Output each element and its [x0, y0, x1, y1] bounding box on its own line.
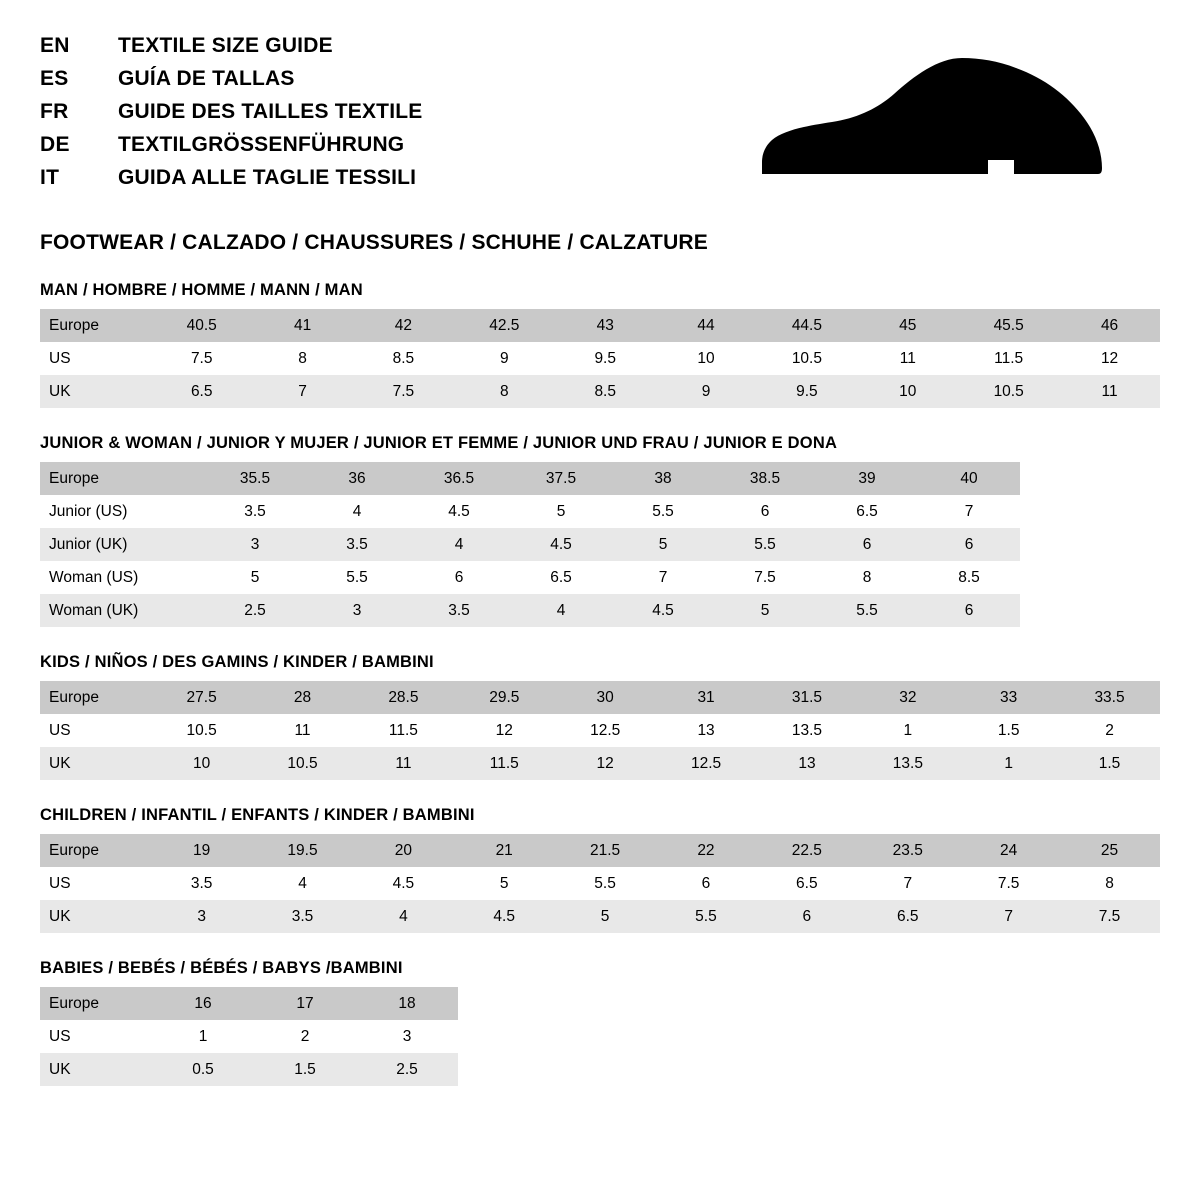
category-title: FOOTWEAR / CALZADO / CHAUSSURES / SCHUHE / CALZATURE [40, 231, 709, 254]
table-cell: 20 [353, 834, 454, 867]
row-label: Junior (UK) [40, 528, 204, 561]
size-table [40, 309, 1160, 408]
table-row [40, 375, 1160, 408]
row-label: Europe [40, 834, 151, 867]
row-label: Europe [40, 309, 151, 342]
table-cell: 6 [656, 867, 757, 900]
table-cell: 11.5 [353, 714, 454, 747]
table-cell: 2.5 [204, 594, 306, 627]
table-cell: 31.5 [757, 681, 858, 714]
row-label: UK [40, 375, 151, 408]
table-cell: 42 [353, 309, 454, 342]
table-cell: 5.5 [816, 594, 918, 627]
table-cell: 10.5 [151, 714, 252, 747]
table-cell: 5.5 [714, 528, 816, 561]
table-caption: JUNIOR & WOMAN / JUNIOR Y MUJER / JUNIOR ET FEMME / JUNIOR UND FRAU / JUNIOR E DONA [40, 434, 838, 452]
table-cell: 9.5 [756, 375, 857, 408]
table-cell: 5.5 [612, 495, 714, 528]
row-label: Europe [40, 987, 152, 1020]
table-cell: 11.5 [958, 342, 1059, 375]
table-cell: 39 [816, 462, 918, 495]
row-label: UK [40, 1053, 152, 1086]
table-cell: 44 [656, 309, 757, 342]
table-cell: 10.5 [958, 375, 1059, 408]
table-cell: 12.5 [656, 747, 757, 780]
language-code: FR [40, 100, 69, 123]
table-row [40, 561, 1020, 594]
table-row [40, 987, 458, 1020]
table-cell: 3 [204, 528, 306, 561]
table-cell: 6 [816, 528, 918, 561]
table-cell: 37.5 [510, 462, 612, 495]
table-row [40, 462, 1020, 495]
table-cell: 10 [656, 342, 757, 375]
table-cell: 7 [958, 900, 1059, 933]
row-label: Junior (US) [40, 495, 204, 528]
table-row [40, 1053, 458, 1086]
language-row [40, 133, 422, 166]
table-cell: 8 [1059, 867, 1160, 900]
table-cell: 45 [857, 309, 958, 342]
table-row [40, 309, 1160, 342]
table-cell: 7.5 [1059, 900, 1160, 933]
table-cell: 5.5 [656, 900, 757, 933]
table-cell: 1.5 [254, 1053, 356, 1086]
table-cell: 7 [857, 867, 958, 900]
table-cell: 28 [252, 681, 353, 714]
table-cell: 10 [151, 747, 252, 780]
table-cell: 6 [918, 594, 1020, 627]
language-row [40, 166, 422, 199]
table-cell: 1.5 [1059, 747, 1160, 780]
table-cell: 32 [857, 681, 958, 714]
table-cell: 13.5 [857, 747, 958, 780]
table-cell: 5.5 [306, 561, 408, 594]
table-cell: 29.5 [454, 681, 555, 714]
table-cell: 6.5 [510, 561, 612, 594]
bottom-spacer [40, 1086, 1160, 1100]
table-cell: 3 [356, 1020, 458, 1053]
table-cell: 6.5 [151, 375, 252, 408]
table-cell: 9.5 [555, 342, 656, 375]
table-cell: 2 [254, 1020, 356, 1053]
size-table-babies [40, 959, 1160, 1086]
table-cell: 1 [857, 714, 958, 747]
table-cell: 11 [252, 714, 353, 747]
language-title: TEXTILE SIZE GUIDE [118, 34, 333, 57]
table-cell: 12 [1059, 342, 1160, 375]
table-cell: 3.5 [408, 594, 510, 627]
table-cell: 7.5 [958, 867, 1059, 900]
table-cell: 5.5 [555, 867, 656, 900]
table-cell: 22.5 [756, 834, 857, 867]
table-cell: 4.5 [510, 528, 612, 561]
row-label: Woman (UK) [40, 594, 204, 627]
language-code: DE [40, 133, 70, 156]
table-cell: 5 [612, 528, 714, 561]
table-cell: 2 [1059, 714, 1160, 747]
table-cell: 16 [152, 987, 254, 1020]
table-cell: 3.5 [151, 867, 252, 900]
table-cell: 7 [612, 561, 714, 594]
row-label: US [40, 714, 151, 747]
row-label: US [40, 342, 151, 375]
table-cell: 7.5 [151, 342, 252, 375]
table-cell: 4.5 [408, 495, 510, 528]
table-cell: 8 [252, 342, 353, 375]
language-title-list [40, 34, 422, 199]
table-cell: 42.5 [454, 309, 555, 342]
table-cell: 25 [1059, 834, 1160, 867]
table-cell: 12.5 [555, 714, 656, 747]
row-label: UK [40, 747, 151, 780]
table-cell: 38.5 [714, 462, 816, 495]
table-cell: 7.5 [353, 375, 454, 408]
table-cell: 0.5 [152, 1053, 254, 1086]
table-cell: 11 [1059, 375, 1160, 408]
table-cell: 11.5 [454, 747, 555, 780]
table-cell: 7 [252, 375, 353, 408]
table-cell: 10 [857, 375, 958, 408]
table-cell: 6.5 [816, 495, 918, 528]
table-caption: BABIES / BEBÉS / BÉBÉS / BABYS /BAMBINI [40, 959, 403, 977]
table-row [40, 594, 1020, 627]
table-row [40, 867, 1160, 900]
table-cell: 2.5 [356, 1053, 458, 1086]
size-table-man [40, 281, 1160, 408]
table-row [40, 1020, 458, 1053]
language-title: GUIDE DES TAILLES TEXTILE [118, 100, 423, 123]
table-cell: 3 [306, 594, 408, 627]
table-cell: 33.5 [1059, 681, 1160, 714]
size-table [40, 987, 458, 1086]
table-cell: 11 [857, 342, 958, 375]
table-cell: 19 [151, 834, 252, 867]
table-cell: 46 [1059, 309, 1160, 342]
size-table [40, 681, 1160, 780]
table-cell: 8.5 [918, 561, 1020, 594]
table-cell: 1.5 [958, 714, 1059, 747]
row-label: US [40, 1020, 152, 1053]
table-row [40, 714, 1160, 747]
table-cell: 3 [151, 900, 252, 933]
row-label: US [40, 867, 151, 900]
row-label: Europe [40, 462, 204, 495]
table-cell: 13 [757, 747, 858, 780]
table-cell: 45.5 [958, 309, 1059, 342]
table-cell: 5 [204, 561, 306, 594]
table-cell: 40 [918, 462, 1020, 495]
language-row [40, 100, 422, 133]
table-caption: KIDS / NIÑOS / DES GAMINS / KINDER / BAMBINI [40, 653, 434, 671]
table-cell: 7.5 [714, 561, 816, 594]
table-cell: 6 [408, 561, 510, 594]
language-code: EN [40, 34, 70, 57]
table-cell: 35.5 [204, 462, 306, 495]
table-cell: 8.5 [555, 375, 656, 408]
table-cell: 9 [454, 342, 555, 375]
table-row [40, 528, 1020, 561]
table-cell: 30 [555, 681, 656, 714]
table-cell: 5 [454, 867, 555, 900]
table-cell: 12 [454, 714, 555, 747]
size-table-junior-woman [40, 434, 1160, 627]
table-cell: 3.5 [204, 495, 306, 528]
table-cell: 27.5 [151, 681, 252, 714]
table-cell: 13 [656, 714, 757, 747]
language-code: ES [40, 67, 69, 90]
table-cell: 3.5 [252, 900, 353, 933]
table-cell: 4 [306, 495, 408, 528]
table-cell: 6.5 [857, 900, 958, 933]
table-cell: 6 [918, 528, 1020, 561]
table-cell: 4 [353, 900, 454, 933]
row-label: Woman (US) [40, 561, 204, 594]
table-cell: 43 [555, 309, 656, 342]
table-cell: 8 [454, 375, 555, 408]
table-cell: 6 [756, 900, 857, 933]
table-cell: 11 [353, 747, 454, 780]
table-row [40, 681, 1160, 714]
size-table-children [40, 806, 1160, 933]
table-cell: 22 [656, 834, 757, 867]
table-cell: 4.5 [353, 867, 454, 900]
table-caption: MAN / HOMBRE / HOMME / MANN / MAN [40, 281, 363, 299]
table-cell: 8.5 [353, 342, 454, 375]
table-cell: 24 [958, 834, 1059, 867]
table-cell: 28.5 [353, 681, 454, 714]
table-cell: 13.5 [757, 714, 858, 747]
table-cell: 1 [152, 1020, 254, 1053]
table-cell: 41 [252, 309, 353, 342]
table-cell: 12 [555, 747, 656, 780]
language-title: TEXTILGRÖSSENFÜHRUNG [118, 133, 405, 156]
table-cell: 4.5 [454, 900, 555, 933]
table-row [40, 900, 1160, 933]
size-table [40, 462, 1020, 627]
table-cell: 21.5 [555, 834, 656, 867]
table-cell: 5 [555, 900, 656, 933]
table-cell: 8 [816, 561, 918, 594]
table-cell: 18 [356, 987, 458, 1020]
table-cell: 38 [612, 462, 714, 495]
row-label: UK [40, 900, 151, 933]
size-table-kids [40, 653, 1160, 780]
table-cell: 44.5 [756, 309, 857, 342]
size-table [40, 834, 1160, 933]
table-cell: 3.5 [306, 528, 408, 561]
language-row [40, 34, 422, 67]
table-cell: 10.5 [252, 747, 353, 780]
table-cell: 6.5 [756, 867, 857, 900]
table-row [40, 495, 1020, 528]
table-cell: 10.5 [756, 342, 857, 375]
table-cell: 31 [656, 681, 757, 714]
table-cell: 17 [254, 987, 356, 1020]
table-cell: 4 [252, 867, 353, 900]
table-cell: 40.5 [151, 309, 252, 342]
table-cell: 19.5 [252, 834, 353, 867]
language-title: GUÍA DE TALLAS [118, 67, 295, 90]
table-cell: 5 [714, 594, 816, 627]
table-cell: 36 [306, 462, 408, 495]
table-cell: 7 [918, 495, 1020, 528]
language-row [40, 67, 422, 100]
language-code: IT [40, 166, 60, 189]
table-row [40, 747, 1160, 780]
dress-shoe-icon [762, 56, 1102, 181]
page-header [40, 34, 1160, 199]
table-cell: 4 [510, 594, 612, 627]
table-cell: 21 [454, 834, 555, 867]
table-cell: 36.5 [408, 462, 510, 495]
table-cell: 4.5 [612, 594, 714, 627]
table-row [40, 342, 1160, 375]
table-row [40, 834, 1160, 867]
table-cell: 33 [958, 681, 1059, 714]
language-title: GUIDA ALLE TAGLIE TESSILI [118, 166, 417, 189]
row-label: Europe [40, 681, 151, 714]
table-cell: 1 [958, 747, 1059, 780]
table-cell: 6 [714, 495, 816, 528]
table-cell: 4 [408, 528, 510, 561]
table-cell: 23.5 [857, 834, 958, 867]
table-caption: CHILDREN / INFANTIL / ENFANTS / KINDER / BAMBINI [40, 806, 475, 824]
table-cell: 5 [510, 495, 612, 528]
table-cell: 9 [656, 375, 757, 408]
